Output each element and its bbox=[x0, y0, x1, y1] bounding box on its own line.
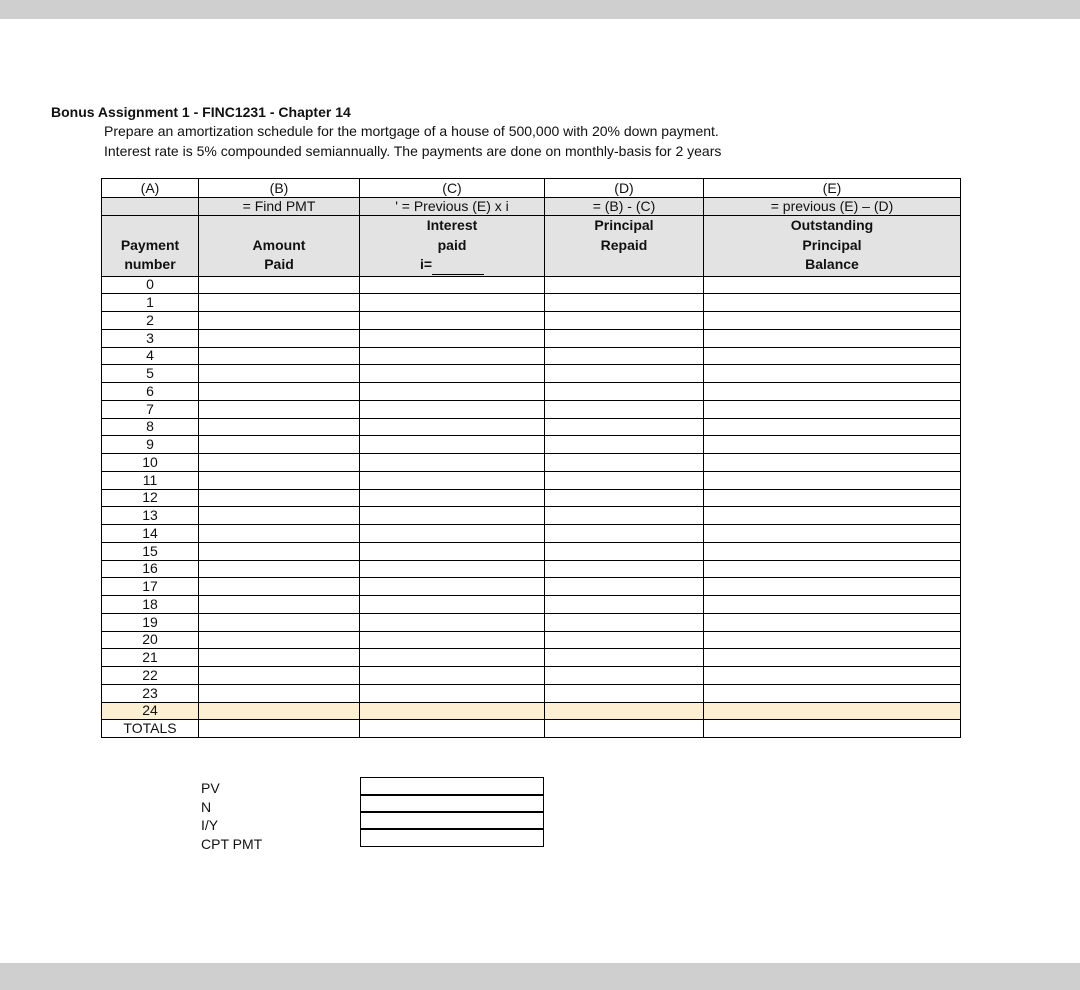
payment-number-cell: 0 bbox=[102, 276, 199, 294]
interest-paid-cell[interactable] bbox=[360, 454, 545, 472]
amount-paid-cell[interactable] bbox=[199, 667, 360, 685]
principal-repaid-cell[interactable] bbox=[545, 365, 704, 383]
calculator-labels bbox=[201, 779, 262, 853]
totals-row bbox=[102, 720, 961, 738]
amortization-table bbox=[101, 178, 961, 738]
header-c-line-1: Interest bbox=[426, 217, 478, 233]
payment-number-cell: 8 bbox=[102, 418, 199, 436]
outstanding-balance-cell[interactable] bbox=[704, 613, 961, 631]
principal-repaid-cell[interactable] bbox=[545, 276, 704, 294]
header-e-line-1: Outstanding bbox=[790, 217, 874, 233]
calculator-inputs bbox=[360, 777, 544, 847]
interest-paid-cell[interactable] bbox=[360, 613, 545, 631]
outstanding-balance-cell[interactable] bbox=[704, 560, 961, 578]
outstanding-balance-cell[interactable] bbox=[704, 489, 961, 507]
bottom-gray-band bbox=[0, 963, 1080, 990]
principal-repaid-cell[interactable] bbox=[545, 329, 704, 347]
principal-repaid-cell[interactable] bbox=[545, 436, 704, 454]
amount-paid-cell[interactable] bbox=[199, 649, 360, 667]
table-row bbox=[102, 542, 961, 560]
formula-e: = previous (E) – (D) bbox=[704, 198, 961, 216]
principal-repaid-cell[interactable] bbox=[545, 542, 704, 560]
payment-number-cell: 4 bbox=[102, 347, 199, 365]
amount-paid-cell[interactable] bbox=[199, 312, 360, 330]
header-b-line-1: Amount bbox=[252, 236, 306, 253]
calc-label-pv: PV bbox=[201, 780, 220, 796]
amount-paid-cell[interactable] bbox=[199, 329, 360, 347]
formula-a bbox=[102, 198, 199, 216]
amount-paid-cell[interactable] bbox=[199, 613, 360, 631]
outstanding-balance-cell[interactable] bbox=[704, 525, 961, 543]
table-row bbox=[102, 596, 961, 614]
header-amount-paid bbox=[199, 216, 360, 277]
table-row bbox=[102, 649, 961, 667]
principal-repaid-cell[interactable] bbox=[545, 667, 704, 685]
table-row bbox=[102, 276, 961, 294]
interest-paid-cell[interactable] bbox=[360, 684, 545, 702]
table-row bbox=[102, 400, 961, 418]
amount-paid-cell[interactable] bbox=[199, 454, 360, 472]
column-letter-c: (C) bbox=[360, 179, 545, 198]
header-a-line-2: number bbox=[124, 256, 176, 272]
column-letter-e: (E) bbox=[704, 179, 961, 198]
interest-paid-cell[interactable] bbox=[360, 471, 545, 489]
interest-rate-label: i= bbox=[419, 256, 433, 272]
interest-paid-cell[interactable] bbox=[360, 383, 545, 401]
principal-repaid-cell[interactable] bbox=[545, 471, 704, 489]
interest-paid-cell[interactable] bbox=[360, 525, 545, 543]
outstanding-balance-cell[interactable] bbox=[704, 365, 961, 383]
outstanding-balance-cell[interactable] bbox=[704, 542, 961, 560]
outstanding-balance-cell[interactable] bbox=[704, 383, 961, 401]
table-row bbox=[102, 436, 961, 454]
column-header-row bbox=[102, 216, 961, 277]
table-row bbox=[102, 613, 961, 631]
amount-paid-cell[interactable] bbox=[199, 400, 360, 418]
interest-paid-cell[interactable] bbox=[360, 347, 545, 365]
amount-paid-cell[interactable] bbox=[199, 720, 360, 738]
calc-input-cpt-pmt[interactable] bbox=[360, 828, 544, 847]
amount-paid-cell[interactable] bbox=[199, 631, 360, 649]
payment-number-cell: 9 bbox=[102, 436, 199, 454]
table-row bbox=[102, 489, 961, 507]
outstanding-balance-cell[interactable] bbox=[704, 667, 961, 685]
column-letter-b: (B) bbox=[199, 179, 360, 198]
principal-repaid-cell[interactable] bbox=[545, 631, 704, 649]
principal-repaid-cell[interactable] bbox=[545, 312, 704, 330]
amount-paid-cell[interactable] bbox=[199, 276, 360, 294]
amount-paid-cell[interactable] bbox=[199, 347, 360, 365]
table-row bbox=[102, 702, 961, 720]
table-row bbox=[102, 471, 961, 489]
payment-number-cell: 13 bbox=[102, 507, 199, 525]
amount-paid-cell[interactable] bbox=[199, 294, 360, 312]
interest-paid-cell[interactable] bbox=[360, 667, 545, 685]
principal-repaid-cell[interactable] bbox=[545, 684, 704, 702]
header-d-line-1: Principal bbox=[594, 217, 654, 233]
amount-paid-cell[interactable] bbox=[199, 578, 360, 596]
table-row bbox=[102, 312, 961, 330]
interest-paid-cell[interactable] bbox=[360, 542, 545, 560]
amount-paid-cell[interactable] bbox=[199, 471, 360, 489]
payment-number-cell: 1 bbox=[102, 294, 199, 312]
amount-paid-cell[interactable] bbox=[199, 525, 360, 543]
table-row bbox=[102, 454, 961, 472]
assignment-title: Bonus Assignment 1 - FINC1231 - Chapter 14 bbox=[51, 104, 351, 120]
header-b-line-2: Paid bbox=[264, 256, 294, 272]
interest-paid-cell[interactable] bbox=[360, 329, 545, 347]
formula-c: ' = Previous (E) x i bbox=[360, 198, 545, 216]
outstanding-balance-cell[interactable] bbox=[704, 596, 961, 614]
interest-paid-cell[interactable] bbox=[360, 365, 545, 383]
table-row bbox=[102, 329, 961, 347]
principal-repaid-cell[interactable] bbox=[545, 347, 704, 365]
table-row bbox=[102, 418, 961, 436]
calc-label-n: N bbox=[201, 798, 212, 815]
amount-paid-cell[interactable] bbox=[199, 507, 360, 525]
interest-paid-cell[interactable] bbox=[360, 436, 545, 454]
payment-number-cell: 17 bbox=[102, 578, 199, 596]
column-letter-a: (A) bbox=[102, 179, 199, 198]
table-row bbox=[102, 383, 961, 401]
interest-paid-cell[interactable] bbox=[360, 720, 545, 738]
calc-label-cpt-pmt: CPT PMT bbox=[201, 835, 263, 852]
interest-paid-cell[interactable] bbox=[360, 294, 545, 312]
table-row bbox=[102, 684, 961, 702]
outstanding-balance-cell[interactable] bbox=[704, 702, 961, 720]
outstanding-balance-cell[interactable] bbox=[704, 631, 961, 649]
principal-repaid-cell[interactable] bbox=[545, 454, 704, 472]
principal-repaid-cell[interactable] bbox=[545, 596, 704, 614]
principal-repaid-cell[interactable] bbox=[545, 649, 704, 667]
header-d-line-2: Repaid bbox=[600, 236, 648, 253]
interest-paid-cell[interactable] bbox=[360, 418, 545, 436]
principal-repaid-cell[interactable] bbox=[545, 578, 704, 596]
principal-repaid-cell[interactable] bbox=[545, 400, 704, 418]
table-row bbox=[102, 294, 961, 312]
amount-paid-cell[interactable] bbox=[199, 596, 360, 614]
payment-number-cell: 15 bbox=[102, 542, 199, 560]
interest-paid-cell[interactable] bbox=[360, 702, 545, 720]
payment-number-cell: 16 bbox=[102, 560, 199, 578]
interest-paid-cell[interactable] bbox=[360, 400, 545, 418]
calc-label-iy: I/Y bbox=[201, 817, 219, 833]
header-e-line-2: Principal bbox=[802, 236, 862, 253]
principal-repaid-cell[interactable] bbox=[545, 560, 704, 578]
calc-input-pv[interactable] bbox=[360, 777, 544, 796]
table-row bbox=[102, 365, 961, 383]
header-payment-number bbox=[102, 216, 199, 277]
payment-number-cell: 6 bbox=[102, 383, 199, 401]
outstanding-balance-cell[interactable] bbox=[704, 720, 961, 738]
interest-paid-cell[interactable] bbox=[360, 578, 545, 596]
amount-paid-cell[interactable] bbox=[199, 365, 360, 383]
outstanding-balance-cell[interactable] bbox=[704, 312, 961, 330]
column-letter-d: (D) bbox=[545, 179, 704, 198]
interest-paid-cell[interactable] bbox=[360, 596, 545, 614]
outstanding-balance-cell[interactable] bbox=[704, 471, 961, 489]
amount-paid-cell[interactable] bbox=[199, 684, 360, 702]
payment-number-cell: 19 bbox=[102, 613, 199, 631]
principal-repaid-cell[interactable] bbox=[545, 383, 704, 401]
outstanding-balance-cell[interactable] bbox=[704, 400, 961, 418]
header-principal-repaid bbox=[545, 216, 704, 277]
instruction-line-1: Prepare an amortization schedule for the mortgage of a house of 500,000 with 20% down payment. bbox=[104, 123, 719, 139]
payment-number-cell: 20 bbox=[102, 631, 199, 649]
table-row bbox=[102, 560, 961, 578]
top-gray-band bbox=[0, 0, 1080, 19]
principal-repaid-cell[interactable] bbox=[545, 294, 704, 312]
interest-paid-cell[interactable] bbox=[360, 560, 545, 578]
principal-repaid-cell[interactable] bbox=[545, 613, 704, 631]
outstanding-balance-cell[interactable] bbox=[704, 436, 961, 454]
payment-number-cell: 22 bbox=[102, 667, 199, 685]
amount-paid-cell[interactable] bbox=[199, 560, 360, 578]
amount-paid-cell[interactable] bbox=[199, 436, 360, 454]
outstanding-balance-cell[interactable] bbox=[704, 276, 961, 294]
table-row bbox=[102, 507, 961, 525]
payment-number-cell: 7 bbox=[102, 400, 199, 418]
outstanding-balance-cell[interactable] bbox=[704, 418, 961, 436]
amount-paid-cell[interactable] bbox=[199, 383, 360, 401]
calc-input-n[interactable] bbox=[360, 794, 544, 813]
interest-rate-blank bbox=[432, 259, 484, 275]
amount-paid-cell[interactable] bbox=[199, 418, 360, 436]
payment-number-cell: 24 bbox=[102, 702, 199, 720]
payment-number-cell: 10 bbox=[102, 454, 199, 472]
payment-number-cell: 5 bbox=[102, 365, 199, 383]
principal-repaid-cell[interactable] bbox=[545, 489, 704, 507]
outstanding-balance-cell[interactable] bbox=[704, 578, 961, 596]
table-row bbox=[102, 631, 961, 649]
outstanding-balance-cell[interactable] bbox=[704, 294, 961, 312]
interest-paid-cell[interactable] bbox=[360, 276, 545, 294]
payment-number-cell: 3 bbox=[102, 329, 199, 347]
column-letter-row bbox=[102, 179, 961, 198]
principal-repaid-cell[interactable] bbox=[545, 720, 704, 738]
payment-number-cell: 14 bbox=[102, 525, 199, 543]
principal-repaid-cell[interactable] bbox=[545, 525, 704, 543]
amount-paid-cell[interactable] bbox=[199, 542, 360, 560]
table-row bbox=[102, 667, 961, 685]
header-c-line-2: paid bbox=[437, 236, 467, 253]
interest-paid-cell[interactable] bbox=[360, 649, 545, 667]
outstanding-balance-cell[interactable] bbox=[704, 454, 961, 472]
outstanding-balance-cell[interactable] bbox=[704, 649, 961, 667]
payment-number-cell: 21 bbox=[102, 649, 199, 667]
header-outstanding-balance bbox=[704, 216, 961, 277]
calc-input-iy[interactable] bbox=[360, 811, 544, 830]
column-formula-row bbox=[102, 198, 961, 216]
payment-number-cell: 23 bbox=[102, 684, 199, 702]
principal-repaid-cell[interactable] bbox=[545, 418, 704, 436]
table-row bbox=[102, 525, 961, 543]
amount-paid-cell[interactable] bbox=[199, 489, 360, 507]
interest-paid-cell[interactable] bbox=[360, 312, 545, 330]
outstanding-balance-cell[interactable] bbox=[704, 329, 961, 347]
formula-b: = Find PMT bbox=[199, 198, 360, 216]
instruction-line-2: Interest rate is 5% compounded semiannually. The payments are done on monthly-basis for 2 years bbox=[104, 143, 722, 159]
payment-number-cell: 18 bbox=[102, 596, 199, 614]
payment-number-cell: 12 bbox=[102, 489, 199, 507]
header-interest-paid bbox=[360, 216, 545, 277]
interest-paid-cell[interactable] bbox=[360, 489, 545, 507]
interest-paid-cell[interactable] bbox=[360, 507, 545, 525]
payment-number-cell: TOTALS bbox=[102, 720, 199, 738]
interest-paid-cell[interactable] bbox=[360, 631, 545, 649]
header-a-line-1: Payment bbox=[120, 236, 180, 253]
outstanding-balance-cell[interactable] bbox=[704, 684, 961, 702]
outstanding-balance-cell[interactable] bbox=[704, 507, 961, 525]
formula-d: = (B) - (C) bbox=[545, 198, 704, 216]
payment-number-cell: 11 bbox=[102, 471, 199, 489]
amount-paid-cell[interactable] bbox=[199, 702, 360, 720]
table-row bbox=[102, 578, 961, 596]
outstanding-balance-cell[interactable] bbox=[704, 347, 961, 365]
principal-repaid-cell[interactable] bbox=[545, 702, 704, 720]
payment-number-cell: 2 bbox=[102, 312, 199, 330]
header-c-line-3 bbox=[360, 255, 544, 275]
header-e-line-3: Balance bbox=[805, 256, 859, 272]
table-row bbox=[102, 347, 961, 365]
principal-repaid-cell[interactable] bbox=[545, 507, 704, 525]
